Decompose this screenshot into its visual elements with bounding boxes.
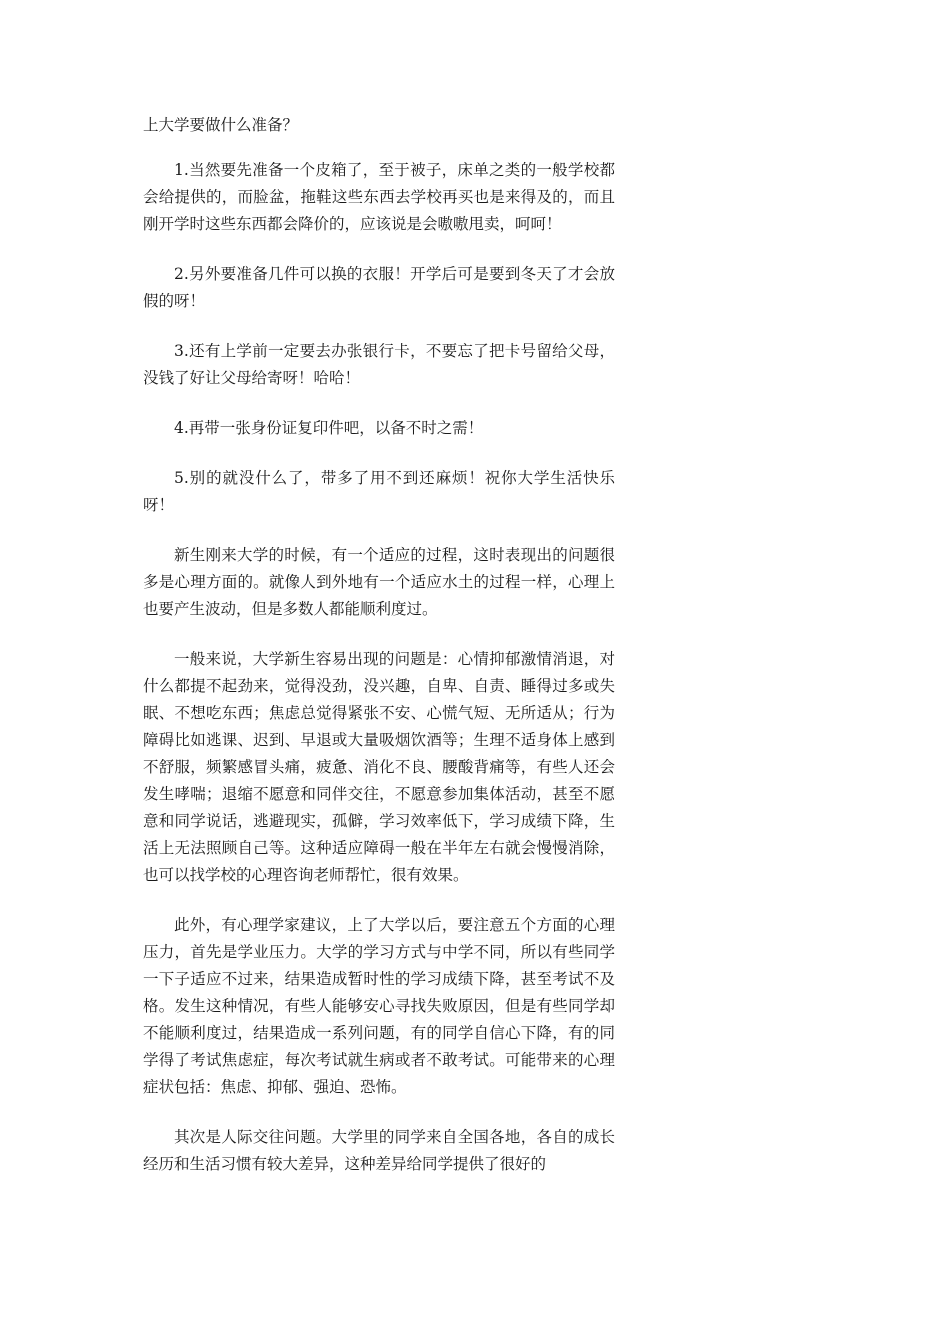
paragraph-7: 一般来说，大学新生容易出现的问题是：心情抑郁激情消退，对什么都提不起劲来，觉得没劲，没兴趣，自卑、自责、睡得过多或失眠、不想吃东西；焦虑总觉得紧张不安、心慌气短、无所适从；行为障碍比如逃课、迟到、早退或大量吸烟饮酒等；生理不适身体上感到不舒服，频繁感冒头痛，疲惫、消化不良、腰酸背痛等，有些人还会发生哮喘；退缩不愿意和同伴交往，不愿意参加集体活动，甚至不愿意和同学说话，逃避现实，孤僻，学习效率低下，学习成绩下降，生活上无法照顾自己等。这种适应障碍一般在半年左右就会慢慢消除，也可以找学校的心理咨询老师帮忙，很有效果。: [143, 650, 615, 884]
paragraph-9: 其次是人际交往问题。大学里的同学来自全国各地，各自的成长经历和生活习惯有较大差异，这种差异给同学提供了很好的: [143, 1128, 615, 1173]
document-page: [143, 112, 615, 1201]
paragraph-3: 3.还有上学前一定要去办张银行卡，不要忘了把卡号留给父母，没钱了好让父母给寄呀！哈哈！: [143, 342, 615, 387]
paragraph-1: 1.当然要先准备一个皮箱了，至于被子，床单之类的一般学校都会给提供的，而脸盆，拖鞋这些东西去学校再买也是来得及的，而且刚开学时这些东西都会降价的，应该说是会嗷嗷甩卖，呵呵！: [143, 161, 615, 233]
paragraph-4: 4.再带一张身份证复印件吧，以备不时之需！: [174, 419, 484, 437]
paragraph-8: 此外，有心理学家建议，上了大学以后，要注意五个方面的心理压力，首先是学业压力。大学的学习方式与中学不同，所以有些同学一下子适应不过来，结果造成暂时性的学习成绩下降，甚至考试不及格。发生这种情况，有些人能够安心寻找失败原因，但是有些同学却不能顺利度过，结果造成一系列问题，有的同学自信心下降，有的同学得了考试焦虑症，每次考试就生病或者不敢考试。可能带来的心理症状包括：焦虑、抑郁、强迫、恐怖。: [143, 916, 615, 1096]
paragraph-6: 新生刚来大学的时候，有一个适应的过程，这时表现出的问题很多是心理方面的。就像人到外地有一个适应水土的过程一样，心理上也要产生波动，但是多数人都能顺利度过。: [143, 546, 615, 618]
paragraph-5: 5.别的就没什么了，带多了用不到还麻烦！祝你大学生活快乐呀！: [143, 469, 615, 514]
paragraph-2: 2.另外要准备几件可以换的衣服！开学后可是要到冬天了才会放假的呀！: [143, 265, 615, 310]
document-title: 上大学要做什么准备？: [143, 116, 299, 134]
